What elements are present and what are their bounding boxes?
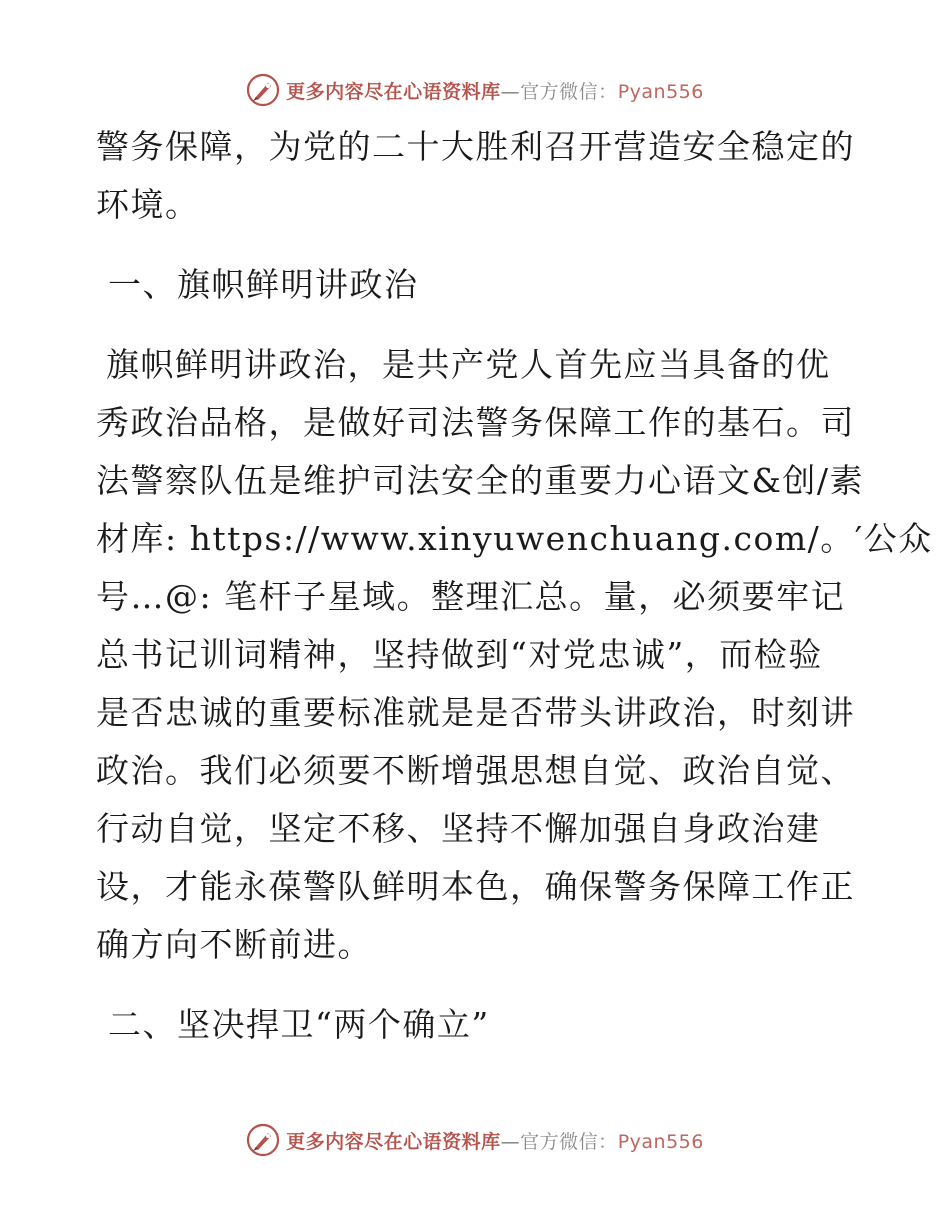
section-1-heading: 一、旗帜鲜明讲政治 [108,265,419,304]
watermark-main: 更多内容尽在心语资料库 [286,80,501,103]
section-1-line-10: 设，才能永葆警队鲜明本色，确保警务保障工作正 [96,867,855,906]
section-1-line-9: 行动自觉，坚定不移、坚持不懈加强自身政治建 [96,809,821,848]
watermark-dash: — [500,1130,521,1153]
intro-line-2: 环境。 [96,185,200,224]
watermark-id: Pyan556 [617,80,704,103]
section-1-line-4: 材库: https://www.xinyuwenchuang.com/。′公众 [96,519,933,558]
section-1-line-8: 政治。我们必须要不断增强思想自觉、政治自觉、 [96,751,855,790]
watermark-official: 官方微信： [520,1130,618,1153]
watermark-dash: — [500,80,521,103]
section-1-line-11: 确方向不断前进。 [96,925,372,964]
section-1-line-1: 旗帜鲜明讲政治，是共产党人首先应当具备的优 [106,345,831,384]
footer-watermark [0,1120,950,1160]
section-1-line-5: 号…@: 笔杆子星域。整理汇总。量，必须要牢记 [96,577,846,616]
intro-line-1: 警务保障，为党的二十大胜利召开营造安全稳定的 [96,127,855,166]
header-watermark [0,70,950,110]
watermark-official: 官方微信： [520,80,618,103]
quill-pen-logo-icon [246,1123,280,1157]
watermark-main: 更多内容尽在心语资料库 [286,1130,501,1153]
watermark-text [286,1127,704,1154]
document-body [96,118,933,1054]
section-1-line-2: 秀政治品格，是做好司法警务保障工作的基石。司 [96,403,855,442]
watermark-id: Pyan556 [617,1130,704,1153]
section-2-heading: 二、坚决捍卫“两个确立” [108,1005,490,1044]
section-1-line-7: 是否忠诚的重要标准就是是否带头讲政治，时刻讲 [96,693,855,732]
section-1-line-3: 法警察队伍是维护司法安全的重要力心语文&创/素 [96,461,864,500]
watermark-text [286,77,704,104]
section-1-line-6: 总书记训词精神，坚持做到“对党忠诚”，而检验 [96,635,823,674]
quill-pen-logo-icon [246,73,280,107]
